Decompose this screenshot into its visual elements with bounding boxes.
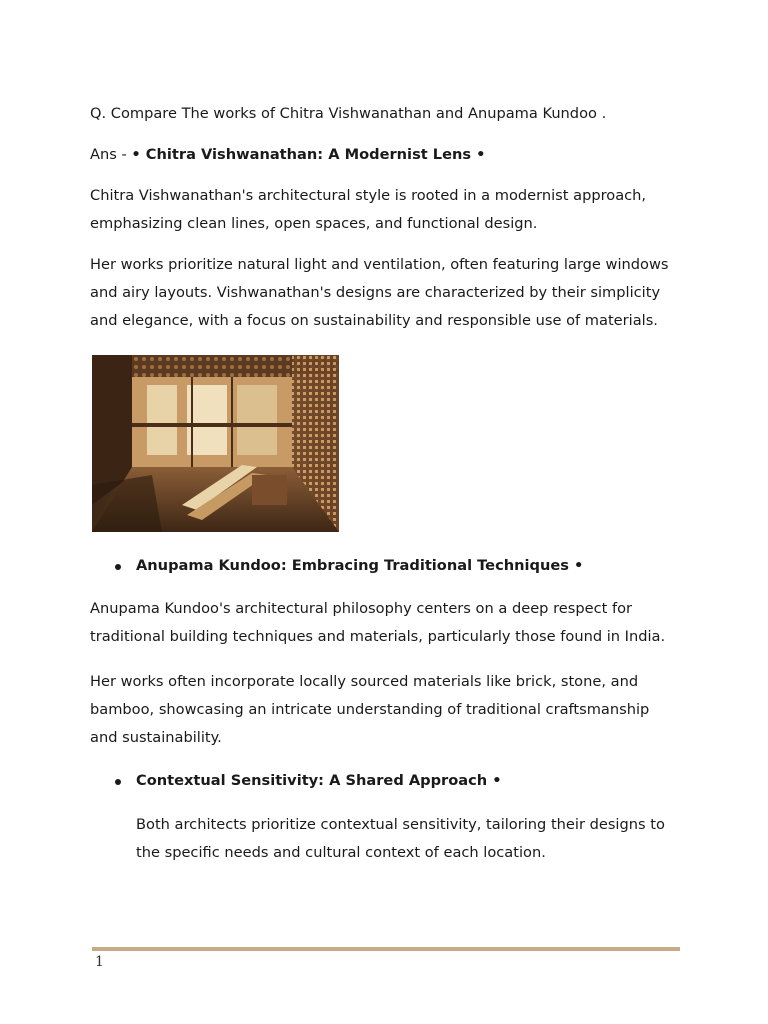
page-number: 1 (95, 954, 104, 970)
section1-paragraph-1: Chitra Vishwanathan's architectural style is rooted in a modernist approach, emphasizing clean lines, open spaces, and functional design. (90, 187, 647, 232)
section1-heading: • Chitra Vishwanathan: A Modernist Lens • (131, 146, 486, 163)
bullet-dot (115, 779, 121, 785)
section2-paragraph-2: Her works often incorporate locally sourced materials like brick, stone, and bamboo, showcasing an intricate understanding of traditional craftsmanship and sustainability. (90, 673, 650, 746)
section3-heading: Contextual Sensitivity: A Shared Approach • (136, 772, 502, 789)
section1-paragraph-2: Her works prioritize natural light and ventilation, often featuring large windows and airy layouts. Vishwanathan's designs are characterized by their simplicity and elegance, with a focus on sustainability and responsible use of materials. (90, 256, 669, 329)
footer-rule (92, 947, 680, 951)
section2-heading: Anupama Kundoo: Embracing Traditional Techniques • (136, 557, 584, 574)
section3-paragraph-1: Both architects prioritize contextual sensitivity, tailoring their designs to the specific needs and cultural context of each location. (136, 816, 665, 861)
section2-paragraph-1: Anupama Kundoo's architectural philosophy centers on a deep respect for traditional building techniques and materials, particularly those found in India. (90, 600, 666, 645)
answer-line (90, 141, 690, 169)
bullet-dot (115, 564, 121, 570)
question-text: Q. Compare The works of Chitra Vishwanathan and Anupama Kundoo . (90, 105, 607, 122)
interior-photo (92, 355, 339, 532)
answer-prefix: Ans - (90, 146, 132, 163)
